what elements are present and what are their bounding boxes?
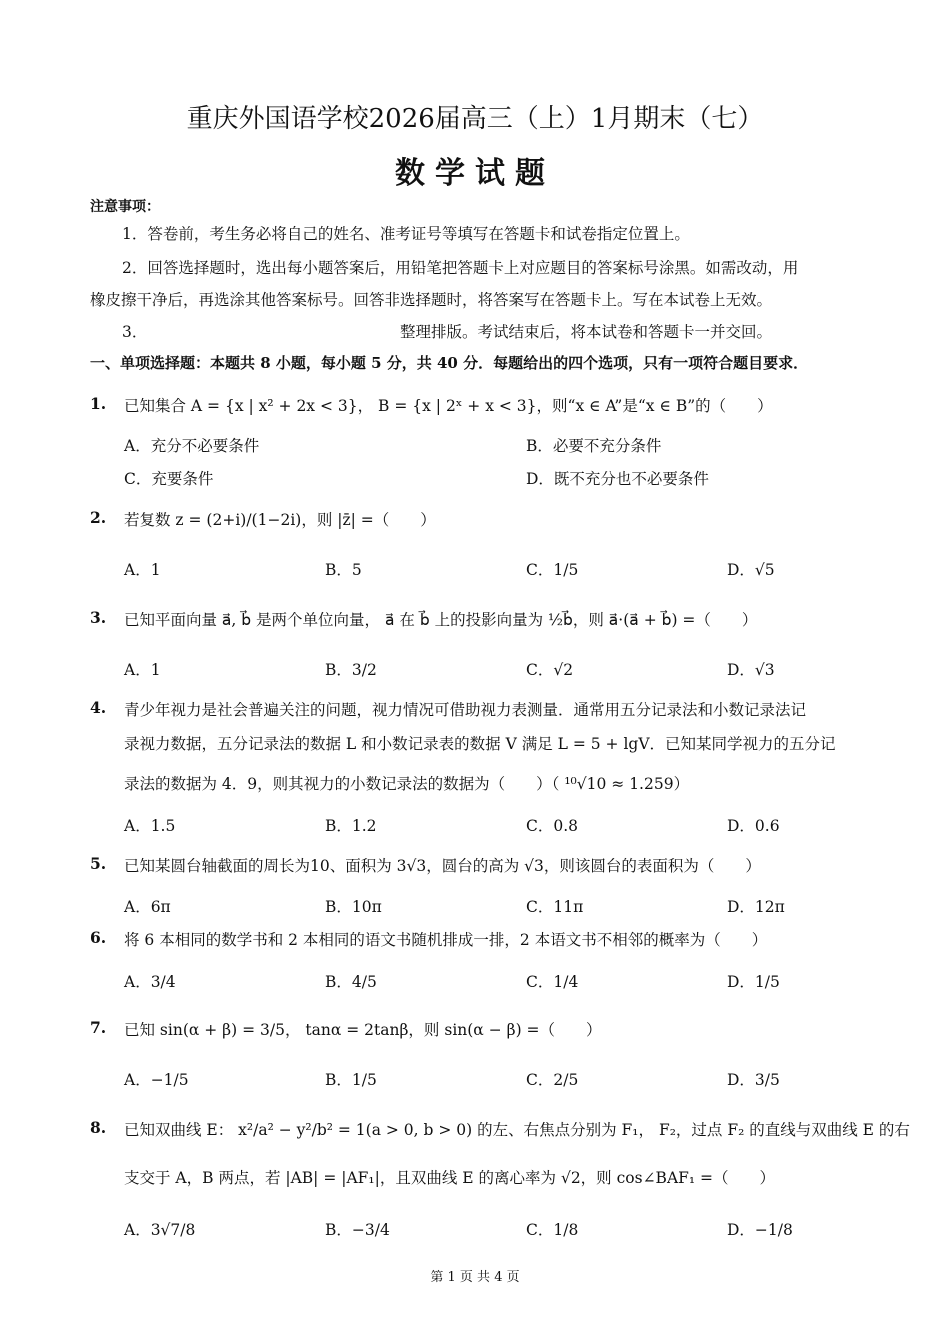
- page-title: 重庆外国语学校2026届高三（上）1月期末（七）: [186, 104, 764, 134]
- option-a: A．3/4: [124, 973, 176, 991]
- option-d: D．1/5: [727, 973, 780, 991]
- question-stem-line-1: 已知双曲线 E： x²/a² − y²/b² = 1(a > 0, b > 0) 的左、右焦点分别为 F₁， F₂，过点 F₂ 的直线与双曲线 E 的右: [124, 1121, 910, 1139]
- option-c: C．1/4: [526, 973, 579, 991]
- option-b: B．1/5: [325, 1071, 377, 1089]
- question-number: 5.: [90, 854, 107, 873]
- option-a: A．−1/5: [124, 1071, 189, 1089]
- option-d: D．0.6: [727, 817, 780, 835]
- option-a: A．1.5: [124, 817, 176, 835]
- option-d: D．−1/8: [727, 1221, 793, 1239]
- question-stem: 已知某圆台轴截面的周长为10、面积为 3√3，圆台的高为 √3，则该圆台的表面积为（ ）: [124, 857, 761, 875]
- notice-item-2b: 橡皮擦干净后，再选涂其他答案标号。回答非选择题时，将答案写在答题卡上。写在本试卷上无效。: [90, 291, 773, 309]
- question-stem: 将 6 本相同的数学书和 2 本相同的语文书随机排成一排，2 本语文书不相邻的概率为（ ）: [124, 931, 768, 949]
- option-b: B．1.2: [325, 817, 377, 835]
- option-c: C．0.8: [526, 817, 579, 835]
- option-c: C．充要条件: [124, 470, 214, 488]
- question-number: 6.: [90, 928, 107, 947]
- question-stem: 若复数 z = (2+i)/(1−2i)，则 |z̄| =（ ）: [124, 511, 436, 529]
- question-number: 8.: [90, 1118, 107, 1137]
- question-number: 1.: [90, 394, 107, 413]
- option-a: A．充分不必要条件: [124, 437, 260, 455]
- question-number: 7.: [90, 1018, 107, 1037]
- option-c: C．11π: [526, 898, 584, 916]
- option-c: C．√2: [526, 661, 574, 679]
- option-c: C．1/5: [526, 561, 579, 579]
- option-b: B．必要不充分条件: [526, 437, 662, 455]
- question-stem: 已知集合 A = {x | x² + 2x < 3}， B = {x | 2ˣ + x < 3}，则“x ∈ A”是“x ∈ B”的（ ）: [124, 397, 773, 415]
- notice-heading: 注意事项：: [90, 199, 160, 215]
- option-a: A．1: [124, 661, 161, 679]
- option-b: B．4/5: [325, 973, 377, 991]
- notice-item-3a: 3．: [122, 323, 148, 341]
- page-footer: 第 1 页 共 4 页: [430, 1270, 520, 1285]
- question-stem: 已知平面向量 a⃗, b⃗ 是两个单位向量， a⃗ 在 b⃗ 上的投影向量为 ½b⃗，则 a⃗·(a⃗ + b⃗) =（ ）: [124, 611, 758, 629]
- option-b: B．10π: [325, 898, 382, 916]
- option-c: C．1/8: [526, 1221, 579, 1239]
- option-a: A．6π: [124, 898, 171, 916]
- page-subtitle: 数学试题: [395, 156, 555, 191]
- option-b: B．5: [325, 561, 362, 579]
- option-d: D．√5: [727, 561, 775, 579]
- option-a: A．3√7/8: [124, 1221, 196, 1239]
- option-d: D．12π: [727, 898, 785, 916]
- option-b: B．3/2: [325, 661, 377, 679]
- question-stem-line-2: 录视力数据，五分记录法的数据 L 和小数记录表的数据 V 满足 L = 5 + lgV．已知某同学视力的五分记: [124, 735, 836, 753]
- question-stem: 已知 sin(α + β) = 3/5， tanα = 2tanβ，则 sin(α − β) =（ ）: [124, 1021, 602, 1039]
- question-number: 3.: [90, 608, 107, 627]
- option-c: C．2/5: [526, 1071, 579, 1089]
- question-stem-line-2: 支交于 A，B 两点，若 |AB| = |AF₁|，且双曲线 E 的离心率为 √2，则 cos∠BAF₁ =（ ）: [124, 1169, 776, 1187]
- notice-item-1: 1．答卷前，考生务必将自己的姓名、准考证号等填写在答题卡和试卷指定位置上。: [122, 225, 690, 243]
- option-b: B．−3/4: [325, 1221, 390, 1239]
- option-d: D．既不充分也不必要条件: [526, 470, 709, 488]
- notice-item-3b: 整理排版。考试结束后，将本试卷和答题卡一并交回。: [400, 323, 773, 341]
- section-heading: 一、单项选择题：本题共 8 小题，每小题 5 分，共 40 分．每题给出的四个选项，只有一项符合题目要求．: [90, 354, 809, 372]
- question-stem-line-1: 青少年视力是社会普遍关注的问题，视力情况可借助视力表测量．通常用五分记录法和小数记录法记: [124, 701, 807, 719]
- option-d: D．3/5: [727, 1071, 780, 1089]
- option-d: D．√3: [727, 661, 775, 679]
- question-stem-line-3: 录法的数据为 4．9，则其视力的小数记录法的数据为（ ）（ ¹⁰√10 ≈ 1.259）: [124, 775, 690, 793]
- notice-item-2a: 2．回答选择题时，选出每小题答案后，用铅笔把答题卡上对应题目的答案标号涂黑。如需改动，用: [122, 259, 799, 277]
- option-a: A．1: [124, 561, 161, 579]
- question-number: 4.: [90, 698, 107, 717]
- question-number: 2.: [90, 508, 107, 527]
